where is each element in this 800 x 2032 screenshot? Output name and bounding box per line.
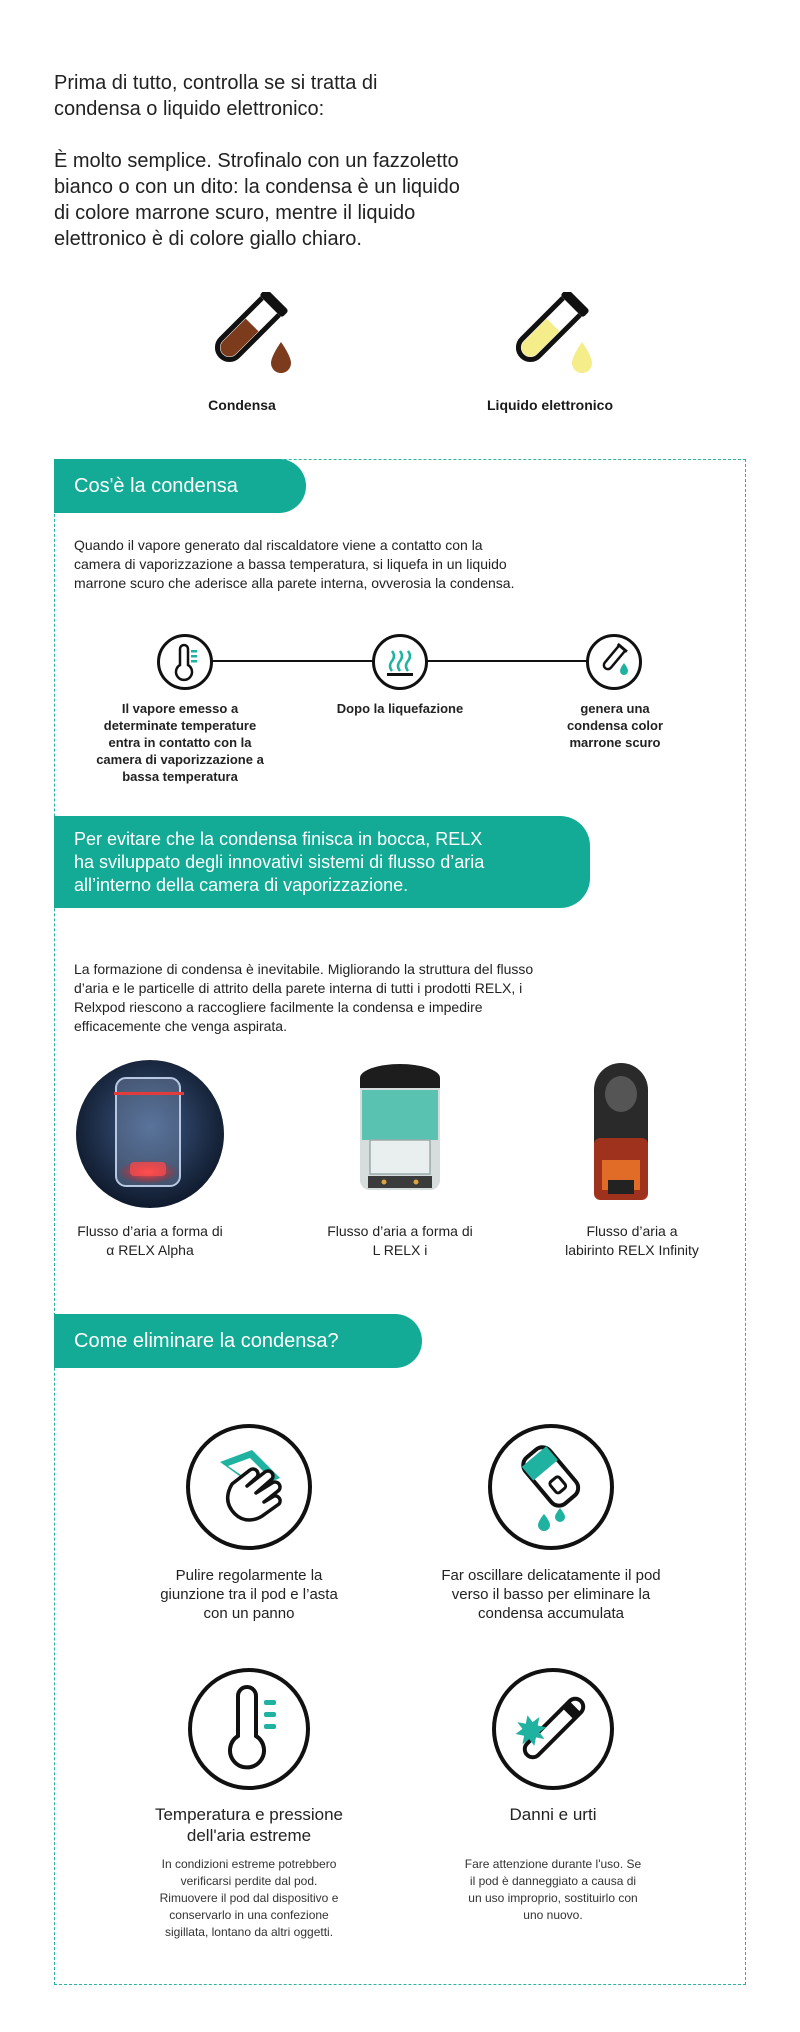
intro-answer-line: bianco o con un dito: la condensa è un liquido <box>54 176 460 198</box>
tip-desc-line: conservarlo in una confezione <box>169 1908 329 1922</box>
product-label-line: L RELX i <box>372 1242 428 1258</box>
product-label-relx-i <box>300 1222 500 1260</box>
tip-desc-line: Fare attenzione durante l'uso. Se <box>464 1857 642 1871</box>
section-title-eliminare: Come eliminare la condensa? <box>54 1314 422 1368</box>
product-label-line: Flusso d’aria a forma di <box>77 1223 223 1239</box>
test-tube-drop-icon <box>586 634 642 690</box>
tip-temperature-desc <box>124 1856 374 1941</box>
tube-label-liquido: Liquido elettronico <box>487 397 613 413</box>
tip-temperature-title <box>124 1804 374 1846</box>
section-title-line: Per evitare che la condensa finisca in bocca, RELX <box>74 829 483 849</box>
wipe-hand-icon <box>186 1424 312 1550</box>
tip-desc-line: sigillata, lontano da altri oggetti. <box>164 1925 334 1939</box>
paragraph-line: d’aria e le particelle di attrito della parete interna di tutti i prodotti RELX, i <box>74 980 523 996</box>
tip-text-line: con un panno <box>203 1605 295 1622</box>
broken-device-icon <box>492 1668 614 1790</box>
test-tube-brown-icon <box>195 292 299 388</box>
tip-title-line: Danni e urti <box>509 1805 597 1824</box>
heat-waves-icon <box>372 634 428 690</box>
section-title-line: ha sviluppato degli innovativi sistemi di flusso d’aria <box>74 852 485 872</box>
product-image-infinity <box>586 1060 656 1208</box>
tip-text-line: condensa accumulata <box>478 1605 624 1622</box>
paragraph-line: camera di vaporizzazione a bassa temperatura, si liquefa in un liquido <box>74 556 507 572</box>
tip-desc-line: il pod è danneggiato a causa di <box>469 1874 637 1888</box>
product-label-line: Flusso d’aria a <box>586 1223 678 1239</box>
step-label-line: bassa temperatura <box>122 769 238 784</box>
test-tube-yellow-icon <box>496 292 600 388</box>
tip-danni-title <box>428 1804 678 1825</box>
tip-text-line: giunzione tra il pod e l’asta <box>160 1586 338 1603</box>
product-image-alpha <box>76 1060 224 1208</box>
tip-desc-line: uno nuovo. <box>523 1908 583 1922</box>
tip-title-line: Temperatura e pressione <box>154 1805 344 1824</box>
thermometer-icon <box>157 634 213 690</box>
tip-title-line: dell'aria estreme <box>186 1826 312 1845</box>
step-label-vapore <box>80 700 280 785</box>
thermometer-icon <box>188 1668 310 1790</box>
paragraph-line: efficacemente che venga aspirata. <box>74 1018 287 1034</box>
step-label-line: camera di vaporizzazione a <box>96 752 264 767</box>
product-label-alpha <box>50 1222 250 1260</box>
paragraph-line: La formazione di condensa è inevitabile. Migliorando la struttura del flusso <box>74 961 534 977</box>
intro-answer-line: È molto semplice. Strofinalo con un fazzoletto <box>54 150 459 172</box>
intro-text <box>54 70 614 252</box>
tip-desc-line: Rimuovere il pod dal dispositivo e <box>159 1891 339 1905</box>
step-label-line: determinate temperature <box>103 718 257 733</box>
step-label-line: Il vapore emesso a <box>121 701 239 716</box>
tip-desc-line: un uso improprio, sostituirlo con <box>468 1891 638 1905</box>
product-label-line: Flusso d’aria a forma di <box>327 1223 473 1239</box>
section2-paragraph <box>74 960 714 1036</box>
tip-text-line: verso il basso per eliminare la <box>451 1586 651 1603</box>
intro-answer-line: di colore marrone scuro, mentre il liquido <box>54 202 416 224</box>
tip-text-line: Pulire regolarmente la <box>175 1567 323 1584</box>
step-label-line: marrone scuro <box>569 735 661 750</box>
product-label-line: α RELX Alpha <box>106 1242 194 1258</box>
step-label-line: entra in contatto con la <box>108 735 252 750</box>
product-label-infinity <box>532 1222 732 1260</box>
paragraph-line: marrone scuro che aderisce alla parete interna, ovverosia la condensa. <box>74 575 515 591</box>
section-title-condensa: Cos'è la condensa <box>54 459 306 513</box>
paragraph-line: Quando il vapore generato dal riscaldatore viene a contatto con la <box>74 537 483 553</box>
intro-question-line: Prima di tutto, controlla se si tratta di <box>54 72 378 94</box>
paragraph-line: Relxpod riescono a raccogliere facilmente la condensa e impedire <box>74 999 483 1015</box>
step-label-genera <box>530 700 700 751</box>
step-label-liquefazione <box>300 700 500 717</box>
tip-shake-text <box>411 1566 691 1623</box>
step-label-line: Dopo la liquefazione <box>336 701 464 716</box>
section-title-line: all’interno della camera di vaporizzazione. <box>74 875 409 895</box>
tip-text-line: Far oscillare delicatamente il pod <box>441 1567 661 1584</box>
tip-danni-desc <box>428 1856 678 1924</box>
section1-paragraph <box>74 536 694 593</box>
tip-desc-line: verificarsi perdite dal pod. <box>180 1874 318 1888</box>
tube-label-condensa: Condensa <box>208 397 276 413</box>
shake-pod-icon <box>488 1424 614 1550</box>
intro-answer-line: elettronico è di colore giallo chiaro. <box>54 228 362 250</box>
step-label-line: condensa color <box>566 718 664 733</box>
tip-desc-line: In condizioni estreme potrebbero <box>161 1857 337 1871</box>
step-label-line: genera una <box>580 701 650 716</box>
product-image-relx-i <box>340 1060 460 1208</box>
product-label-line: labirinto RELX Infinity <box>565 1242 699 1258</box>
intro-question-line: condensa o liquido elettronico: <box>54 98 325 120</box>
section-title-airflow <box>54 816 590 908</box>
tip-wipe-text <box>134 1566 364 1623</box>
